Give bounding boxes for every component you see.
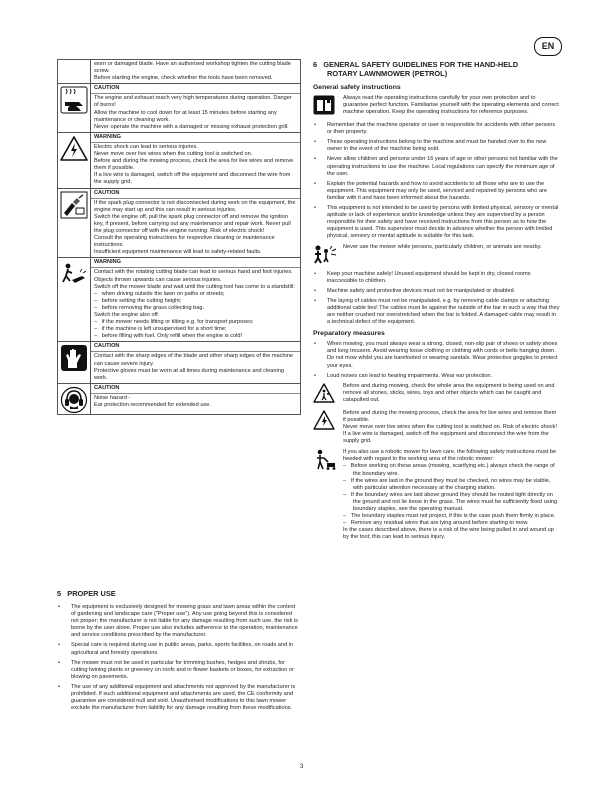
subheading-preparatory: Preparatory measures: [313, 330, 385, 338]
list-item: • The mower must not be used in particular for trimming bushes, hedges and shrubs, for cutting twining plants or greenery on roofs and in flower baskets or boxes, for extraction or blowing on pavements.: [57, 660, 301, 681]
warning-text: worn or damaged blade. Have an authorised workshop tighten the cutting blade screw.: [93, 61, 291, 75]
rotating-blade-icon: [60, 260, 88, 288]
warning-text: Insufficient equipment maintenance will lead to safety-related faults.: [93, 249, 262, 256]
warning-title: CAUTION: [93, 384, 120, 391]
spark-plug-icon: [60, 191, 88, 219]
read-manual-icon: [313, 95, 335, 115]
warning-list-item: if the mower needs lifting or tilting e.g. for transport purposes;: [101, 319, 254, 326]
warning-row: WARNING Contact with the rotating cutting blade can lead to serious hand and foot injuries. Objects thrown upwards can cause serious injuries. Switch off the mower blade and wait until the cutting tool has come to a standstill: – when driving outside the lawn on paths or streets; – before setting the cutting height; – before removing the grass collecting bag. Switch the engine also off: – if the mower needs lifting or tilting e.g. for transport purposes; – if the machine is left unsupervised for a short time; – before filling with fuel. Only refill when the engine is cold!: [58, 258, 301, 342]
language-badge: EN: [534, 37, 562, 56]
wire-warning-text: Before and during the mowing process, check the area for live wires and remove them if possible.: [343, 409, 557, 423]
warning-title: CAUTION: [93, 343, 120, 350]
electric-shock-icon: [60, 135, 88, 163]
hot-surface-icon: [60, 86, 88, 114]
warning-text: Never operate the machine with a damaged or missing exhaust protection grill.: [93, 123, 289, 130]
list-item: • This equipment is not intended to be used by persons with limited physical, sensory or mental aptitude or lack of experience and/or knowledge unless they are supervised by a person responsible for their safety and have received instructions from this person as to how the equipment is used. This supervisor must decide in advance whether the person with limited physical, sensory or mental aptitude is suitable for this task.: [313, 205, 560, 240]
list-item: • Machine safety and protective devices must not be manipulated or disabled.: [313, 288, 560, 295]
robotic-mower-icon: [313, 449, 337, 471]
wire-warning-text: If a live wire is damaged, switch off the equipment and disconnect the wire from the supply grid.: [343, 431, 549, 445]
robot-list-item: If the boundary wires are laid above ground they should be routed tight directly on the ground and not lie loose in the grass. The wires must be sufficiently fixed using boundary staples, see the operating manual.: [350, 491, 558, 513]
list-item: • The use of any additional equipment and attachments not approved by the manufacturer is prohibited. If such additional equipment and attachments are used, the CE conformity and guarantee are considered null and void. Unauthorised modifications to this lawn mower exclude the manufacturer from liability for any damage resulting from these modifications.: [57, 684, 301, 712]
robot-list-item: If the wires are laid in the ground they must be checked, no wires may be visible, with particular attention necessary at the charging station.: [350, 477, 551, 491]
robot-mower-text: If you also use a robotic mower for lawn care, the following safety instructions must be heeded with regard to the working area of the robotic mower:: [343, 449, 556, 463]
robot-list-item: Remove any residual wires that are lying around before starting to mow.: [350, 520, 529, 527]
warning-text: Contact with the rotating cutting blade can lead to serious hand and foot injuries. Objects thrown upwards can cause serious injuries.: [93, 269, 293, 283]
list-item: • Keep your machine safely! Unused equipment should be kept in dry, closed rooms inaccessible to children.: [313, 271, 560, 285]
warning-list-item: if the machine is left unsupervised for a short time;: [101, 326, 227, 333]
warning-text: Electric shock can lead to serious injuries.: [93, 143, 198, 150]
warning-row: [58, 188, 301, 258]
thrown-objects-text: Before and during mowing, check the whole area the equipment is being used on and remove all stones, sticks, wires, toys and other objects which can be caught and catapulted out.: [343, 382, 555, 403]
warning-text: Switch the engine off, pull the spark plug connector off and remove the ignition key, if present, before carrying out any maintenance and repair work. Never pull the plug connector off with the engine running. Risk of electric shock!: [93, 213, 291, 234]
warning-text: Never move over live wires when the cutting tool is switched on.: [93, 151, 253, 158]
warning-row: [58, 84, 301, 133]
list-item: • The laying of cables must not be manipulated, e.g. by removing cable clamps or attaching additional cable ties! The cables must lie against the outside of the bar in such a way that they are neither crushed nor overstretched when the bar is folded. A damaged cable may result in a technical defect of the equipment.: [313, 298, 560, 326]
warning-text: Contact with the sharp edges of the blade and other sharp edges of the machine can cause severe injury.: [93, 353, 294, 367]
warning-title: CAUTION: [93, 189, 120, 196]
warning-list-item: before removing the grass collecting bag.: [101, 304, 205, 311]
section-6-heading-line1: 6 GENERAL SAFETY GUIDELINES FOR THE HAND-HELD: [313, 60, 519, 69]
warning-text: The engine and exhaust reach very high temperatures during operation. Danger of burns!: [93, 95, 292, 109]
thrown-objects-icon: [313, 383, 335, 403]
manual-text: Always read the operating instructions carefully for your own protection and to guarantee perfect function. Familiarise yourself with the operating elements and correct machine operation. Keep the operating instructions for reference purposes.: [343, 95, 559, 116]
ear-protection-icon: [60, 386, 88, 414]
children-warning-text: Never use the mower while persons, particularly children, or animals are nearby.: [343, 243, 542, 250]
warning-text: If a live wire is damaged, switch off the equipment and disconnect the wire from the supply grid.: [93, 172, 291, 186]
warning-text: Switch off the mower blade and wait until the cutting tool has come to a standstill:: [93, 283, 295, 290]
robot-list-item: Before working on these areas (mowing, scarifying etc.) always check the range of the boundary wire.: [350, 463, 555, 477]
warning-text: Allow the machine to cool down for at least 15 minutes before starting any maintenance or cleaning work.: [93, 109, 277, 123]
warning-title: WARNING: [93, 133, 122, 140]
page-number: 3: [300, 764, 304, 770]
section-6-body: General safety instructions Always read the operating instructions carefully for your own protection and to guarantee perfect function. Familiarise yourself with the operating elements and correct machine operation. Keep the operating instructions for reference purposes. • Remember that the machine operator or user is responsible for accidents with other persons or their property. • These operating instructions belong to the machine and must be handed over to the new owner in the event of the machine being sold. • Never allow children and persons under 16 years of age or other persons not familiar with the operating instructions to use the machine. Local regulations can specify the minimum age of the user. • Explain the potential hazards and how to avoid accidents to all those who are to use the equipment. This equipment may only be used, serviced and repaired by persons who are familiar with it and have been informed about the hazards. • This equipment is not intended to be used by persons with limited physical, sensory or mental aptitude or lack of experience and/or knowledge unless they are supervised by a person responsible for their safety and have received instructions from this person as to how the equipment is used. This supervisor must decide in advance whether the person with limited physical, sensory or mental aptitude is suitable for this task. Never use the mower while persons, particularly children, or animals are nearby. • Keep your machine safely! Unused equipment should be kept in dry, closed rooms inaccessible to children. • Machine safety and protective devices must not be manipulated or disabled. • The laying of cables must not be manipulated, e.g. by removing cable clamps or attaching additional cable ties! The cables must lie against the outside of the bar in such a way that they are neither crushed nor overstretched when the bar is folded. A damaged cable may result in a technical defect of the equipment. Preparatory measures • When mowing, you must always wear a strong, closed, non-slip pair of shoes or safety shoes and long trousers. Avoid wearing loose clothing or clothing with cords or belts hanging down. Do not mow whilst you are barefooted or wearing sandals. Wear protective goggles to protect your eyes. • Loud noises can lead to hearing impairments. Wear ear protection. Before and during mowing, check the whole area the equipment is being used on and remove all stones, sticks, wires, toys and other objects which can be caught and catapulted out. Before and during the mowing process, check the area for live wires and remove them if possible. Never move over live wires when the cutting tool is switched on. Risk of electric shock! If a live wire is damaged, switch off the equipment and disconnect the wire from the supply grid. If you also use a robotic mower for lawn care, the following safety instructions must be heeded with regard to the working area of the robotic mower: – Before working on these areas (mowing, scarifying etc.) always check the range of the boundary wire. – If the wires are laid in the ground they must be checked, no wires may be visible, with particular attention necessary at the charging station. – If the boundary wires are laid above ground they should be routed tight directly on the ground and not lie loose in the grass. The wires must be sufficiently fixed using boundary staples, see the operating manual. – The boundary staples must not project, if this is the case push them firmly in place. – Remove any residual wires that are lying around before starting to mow. In the cases described above, there is a risk of the wire being pulled in and wound up by the tool; this can lead to serious injury.: [313, 80, 560, 546]
list-item: • The equipment is exclusively designed for mowing grass and lawn areas within the context of gardening and landscape care ("Proper use"). Any use going beyond this is considered not proper; the manufacturer is not liable for any damage resulting from such use, the risk is borne by the user alone. Proper use also includes adherence to the operation, maintenance and service conditions prescribed by the manufacturer.: [57, 604, 301, 639]
section-6-heading: [313, 60, 518, 78]
protective-gloves-icon: [60, 344, 88, 372]
warning-text: Before and during the mowing process, check the area for live wires and remove them if possible.: [93, 158, 294, 172]
list-item: • Special care is required during use in public areas, parks, sports facilities, on roads and in agricultural and forestry operations.: [57, 642, 301, 656]
subheading-general-safety: General safety instructions: [313, 84, 401, 91]
list-item: • Never allow children and persons under 16 years of age or other persons not familiar with the operating instructions to use the machine. Local regulations can specify the minimum age of the user.: [313, 156, 560, 177]
warning-text: Ear protection recommended for extended use.: [93, 402, 211, 409]
warning-row: [58, 60, 301, 84]
warning-title: WARNING: [93, 259, 122, 266]
warning-title: CAUTION: [93, 85, 120, 92]
robot-list-item: The boundary staples must not project, if this is the case push them firmly in place.: [350, 513, 556, 520]
warning-text: Before starting the engine, check whether the tools have been removed.: [93, 75, 273, 82]
warning-table: [57, 59, 301, 415]
warning-text: Switch the engine also off:: [93, 312, 160, 318]
warning-text: If the spark plug connector is not disconnected during work on the equipment, the engine may start up and this can result in serious injuries.: [93, 199, 296, 213]
section-5-body: [57, 604, 301, 715]
warning-row: [58, 383, 301, 414]
warning-list-item: before setting the cutting height;: [101, 297, 182, 304]
list-item: • Loud noises can lead to hearing impairments. Wear ear protection.: [313, 373, 560, 380]
list-item: • When mowing, you must always wear a strong, closed, non-slip pair of shoes or safety shoes and long trousers. Avoid wearing loose clothing or clothing with cords or belts hanging down. Do not mow whilst you are barefooted or wearing sandals. Wear protective goggles to protect your eyes.: [313, 341, 560, 369]
section-6-heading-line2: ROTARY LAWNMOWER (PETROL): [327, 69, 448, 78]
list-item: • These operating instructions belong to the machine and must be handed over to the new owner in the event of the machine being sold.: [313, 139, 560, 153]
section-5-heading: 5 PROPER USE: [57, 589, 116, 598]
warning-row: [58, 342, 301, 383]
list-item: • Remember that the machine operator or user is responsible for accidents with other persons or their property.: [313, 122, 560, 136]
warning-text: Consult the operating instructions for respective cleaning or maintenance instructions.: [93, 235, 275, 249]
warning-row: [58, 132, 301, 188]
warning-text: Protective gloves must be worn at all times during maintenance and cleaning work.: [93, 367, 284, 381]
list-item: • Explain the potential hazards and how to avoid accidents to all those who are to use the equipment. This equipment may only be used, serviced and repaired by persons who are familiar with it and have been informed about the hazards.: [313, 181, 560, 202]
warning-list-item: when driving outside the lawn on paths or streets;: [101, 290, 225, 297]
wire-warning-text: Never move over live wires when the cutting tool is switched on. Risk of electric shock!: [343, 424, 557, 430]
warning-text: Noise hazard -: [93, 394, 131, 401]
robot-mower-text: In the cases described above, there is a risk of the wire being pulled in and wound up by the tool; this can lead to serious injury.: [343, 527, 554, 541]
keep-children-away-icon: [313, 244, 339, 264]
warning-list-item: before filling with fuel. Only refill when the engine is cold!: [101, 333, 242, 340]
electric-shock-icon: [313, 410, 335, 430]
